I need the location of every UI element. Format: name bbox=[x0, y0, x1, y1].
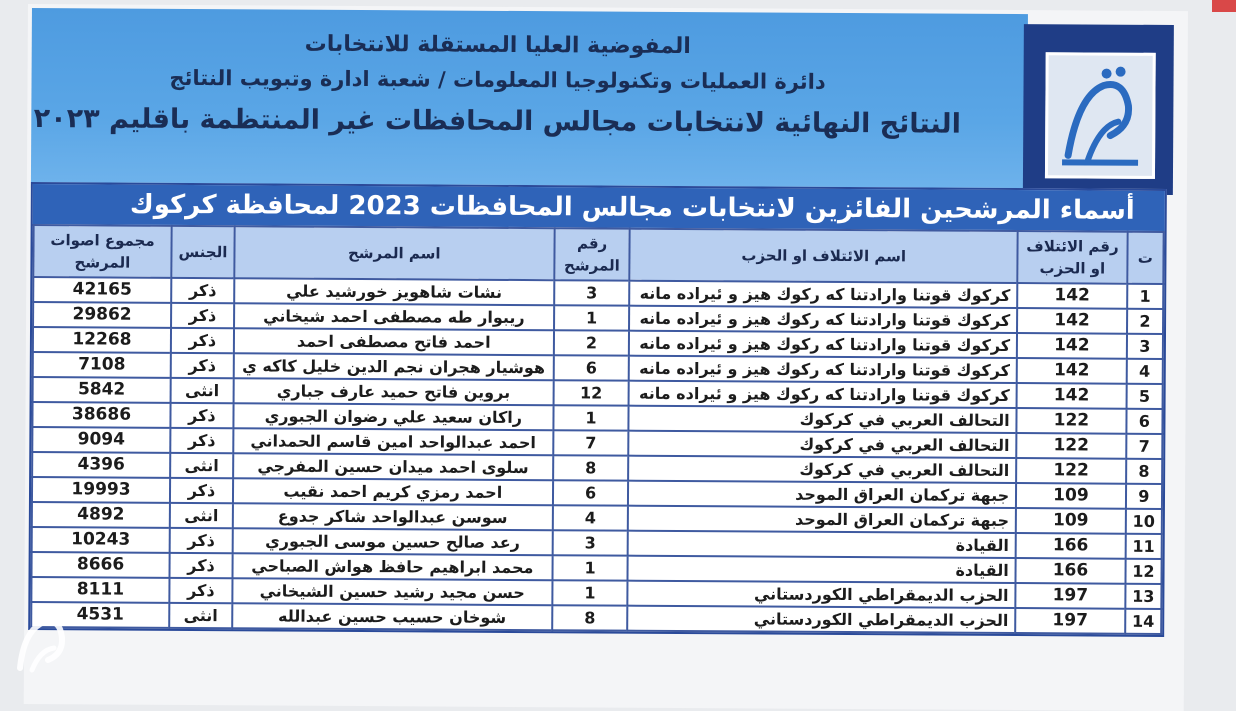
gender: انثى bbox=[169, 603, 232, 628]
candidate-number: 12 bbox=[553, 380, 629, 405]
candidate-name: نشات شاهويز خورشيد علي bbox=[234, 278, 554, 305]
party-number: 166 bbox=[1016, 533, 1126, 559]
party-name: كركوك قوتنا وارادتنا كه ركوك هيز و ئيراده مانه bbox=[629, 306, 1017, 333]
candidate-name: محمد ابراهيم حافظ هواش الصباحي bbox=[232, 553, 552, 580]
row-index: 13 bbox=[1125, 584, 1161, 609]
candidate-name: احمد رمزي كريم احمد نقيب bbox=[233, 478, 553, 505]
gender: انثى bbox=[170, 503, 233, 528]
logo-emblem-icon bbox=[1045, 52, 1156, 179]
header-text bbox=[27, 26, 968, 148]
votes: 12268 bbox=[33, 327, 171, 353]
candidate-number: 8 bbox=[553, 455, 629, 480]
row-index: 12 bbox=[1125, 559, 1161, 584]
votes: 10243 bbox=[32, 527, 170, 553]
results-table bbox=[30, 224, 1164, 635]
gender: انثى bbox=[170, 453, 233, 478]
row-index: 6 bbox=[1126, 409, 1162, 434]
party-number: 142 bbox=[1017, 358, 1127, 384]
gender: ذكر bbox=[171, 353, 234, 378]
row-index: 2 bbox=[1127, 309, 1163, 334]
party-name: الحزب الديمقراطي الكوردستاني bbox=[628, 606, 1016, 633]
votes: 4892 bbox=[32, 502, 170, 528]
news-agency-watermark-icon bbox=[10, 610, 70, 674]
gender: ذكر bbox=[171, 303, 234, 328]
party-number: 197 bbox=[1015, 583, 1125, 609]
candidate-number: 3 bbox=[554, 280, 630, 305]
votes: 8111 bbox=[31, 577, 169, 603]
gender: ذكر bbox=[169, 553, 232, 578]
row-index: 11 bbox=[1125, 534, 1161, 559]
candidate-name: شوخان حسيب حسين عبدالله bbox=[232, 603, 552, 630]
candidate-number: 7 bbox=[553, 430, 629, 455]
party-name: كركوك قوتنا وارادتنا كه ركوك هيز و ئيراده مانه bbox=[630, 281, 1018, 308]
candidate-number: 6 bbox=[553, 355, 629, 380]
row-index: 4 bbox=[1126, 359, 1162, 384]
party-number: 197 bbox=[1015, 608, 1125, 634]
row-index: 8 bbox=[1126, 459, 1162, 484]
results-table-container bbox=[28, 182, 1167, 637]
col-candidate-number-header: رقم المرشح bbox=[554, 228, 630, 280]
candidate-name: سلوى احمد ميدان حسين المفرجي bbox=[233, 453, 553, 480]
row-index: 5 bbox=[1126, 384, 1162, 409]
header-band bbox=[31, 8, 1028, 194]
party-number: 166 bbox=[1016, 558, 1126, 584]
results-title: النتائج النهائية لانتخابات مجالس المحافظات غير المنتظمة باقليم ٢٠٢٣ bbox=[33, 103, 961, 140]
candidate-number: 1 bbox=[553, 405, 629, 430]
candidate-number: 4 bbox=[553, 505, 629, 530]
votes: 42165 bbox=[33, 277, 171, 303]
party-name: التحالف العربي في كركوك bbox=[629, 431, 1017, 458]
col-votes-header: مجموع اصوات المرشح bbox=[33, 225, 171, 278]
col-party-number-header: رقم الائتلاف او الحزب bbox=[1017, 231, 1127, 284]
gender: ذكر bbox=[170, 428, 233, 453]
candidate-name: احمد عبدالواحد امين قاسم الحمداني bbox=[233, 428, 553, 455]
party-number: 109 bbox=[1016, 483, 1126, 509]
candidate-name: حسن مجيد رشيد حسين الشيخاني bbox=[232, 578, 552, 605]
candidate-number: 1 bbox=[554, 305, 630, 330]
gender: ذكر bbox=[170, 478, 233, 503]
gender: ذكر bbox=[170, 528, 233, 553]
row-index: 10 bbox=[1126, 509, 1162, 534]
votes: 7108 bbox=[33, 352, 171, 378]
row-index: 14 bbox=[1125, 609, 1161, 634]
party-number: 122 bbox=[1016, 458, 1126, 484]
party-name: القيادة bbox=[628, 556, 1016, 583]
votes: 4531 bbox=[31, 602, 169, 628]
party-number: 142 bbox=[1017, 283, 1127, 309]
gender: ذكر bbox=[171, 278, 234, 303]
commission-logo bbox=[1023, 24, 1174, 195]
candidate-name: رعد صالح حسين موسى الجبوري bbox=[233, 528, 553, 555]
candidate-number: 6 bbox=[553, 480, 629, 505]
votes: 29862 bbox=[33, 302, 171, 328]
col-gender-header: الجنس bbox=[171, 226, 234, 278]
gender: انثى bbox=[171, 378, 234, 403]
votes: 8666 bbox=[31, 552, 169, 578]
party-name: القيادة bbox=[628, 531, 1016, 558]
party-name: جبهة تركمان العراق الموحد bbox=[628, 506, 1016, 533]
party-name: كركوك قوتنا وارادتنا كه ركوك هيز و ئيراده مانه bbox=[629, 381, 1017, 408]
department-name: دائرة العمليات وتكنولوجيا المعلومات / شعبة ادارة وتبويب النتائج bbox=[169, 65, 826, 94]
candidate-number: 8 bbox=[552, 605, 628, 630]
party-number: 109 bbox=[1016, 508, 1126, 534]
table-title: أسماء المرشحين الفائزين لانتخابات مجالس المحافظات 2023 لمحافظة كركوك bbox=[33, 184, 1165, 231]
document-sheet bbox=[24, 4, 1188, 711]
party-name: كركوك قوتنا وارادتنا كه ركوك هيز و ئيراده مانه bbox=[629, 331, 1017, 358]
votes: 19993 bbox=[32, 477, 170, 503]
party-number: 122 bbox=[1017, 408, 1127, 434]
table-header-row bbox=[33, 225, 1163, 284]
candidate-number: 1 bbox=[552, 555, 628, 580]
col-index-header: ت bbox=[1127, 232, 1164, 284]
party-name: كركوك قوتنا وارادتنا كه ركوك هيز و ئيراده مانه bbox=[629, 356, 1017, 383]
corner-red-mark bbox=[1212, 0, 1236, 12]
candidate-number: 3 bbox=[552, 530, 628, 555]
candidate-name: احمد فاتح مصطفى احمد bbox=[234, 328, 554, 355]
col-party-name-header: اسم الائتلاف او الحزب bbox=[630, 229, 1018, 283]
commission-name: المفوضية العليا المستقلة للانتخابات bbox=[304, 31, 691, 60]
candidate-name: راكان سعيد علي رضوان الجبوري bbox=[233, 403, 553, 430]
row-index: 9 bbox=[1126, 484, 1162, 509]
votes: 5842 bbox=[33, 377, 171, 403]
candidate-name: ريبوار طه مصطفى احمد شيخاني bbox=[234, 303, 554, 330]
gender: ذكر bbox=[171, 328, 234, 353]
row-index: 3 bbox=[1127, 334, 1163, 359]
row-index: 1 bbox=[1127, 284, 1163, 309]
candidate-number: 1 bbox=[552, 580, 628, 605]
row-index: 7 bbox=[1126, 434, 1162, 459]
party-number: 142 bbox=[1017, 333, 1127, 359]
candidate-name: بروين فاتح حميد عارف جباري bbox=[233, 378, 553, 405]
party-name: التحالف العربي في كركوك bbox=[628, 456, 1016, 483]
votes: 4396 bbox=[32, 452, 170, 478]
party-name: الحزب الديمقراطي الكوردستاني bbox=[628, 581, 1016, 608]
gender: ذكر bbox=[170, 403, 233, 428]
party-number: 142 bbox=[1017, 308, 1127, 334]
party-number: 122 bbox=[1016, 433, 1126, 459]
col-candidate-name-header: اسم المرشح bbox=[234, 226, 554, 280]
candidate-number: 2 bbox=[554, 330, 630, 355]
candidate-name: هوشيار هجران نجم الدين خليل كاكه ي bbox=[234, 353, 554, 380]
candidate-name: سوسن عبدالواحد شاكر جدوع bbox=[233, 503, 553, 530]
votes: 38686 bbox=[32, 402, 170, 428]
party-name: جبهة تركمان العراق الموحد bbox=[628, 481, 1016, 508]
votes: 9094 bbox=[32, 427, 170, 453]
party-number: 142 bbox=[1017, 383, 1127, 409]
gender: ذكر bbox=[169, 578, 232, 603]
party-name: التحالف العربي في كركوك bbox=[629, 406, 1017, 433]
